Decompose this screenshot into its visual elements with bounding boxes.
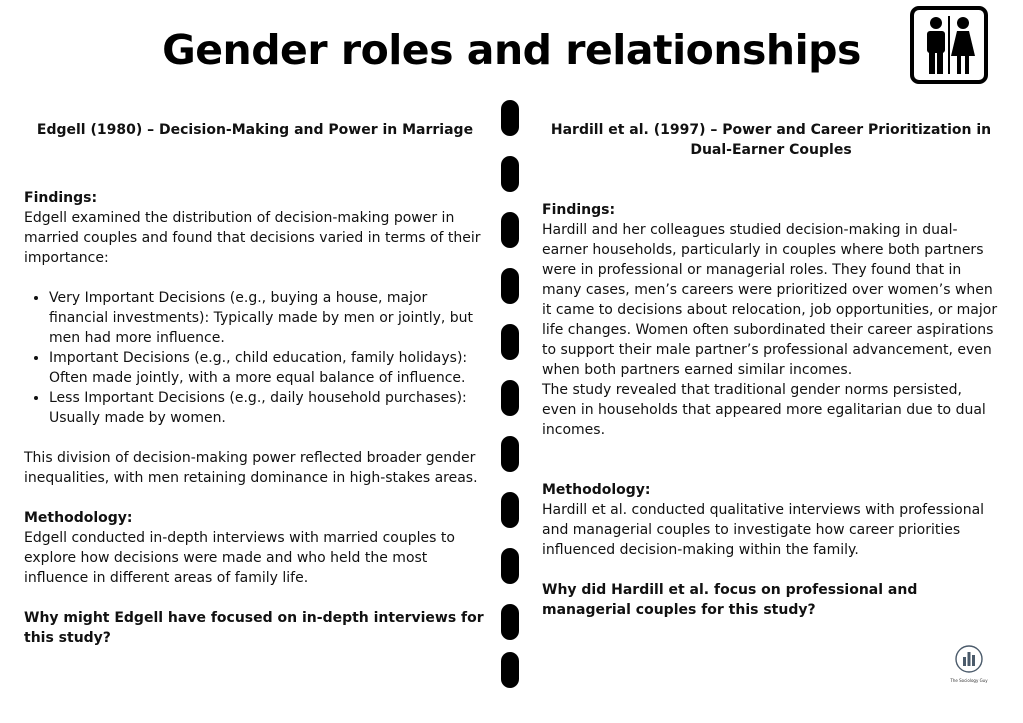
right-methodology-text: Hardill et al. conducted qualitative interviews with professional and managerial couples to investigate how career priorities influenced decision-making within the family. — [542, 502, 985, 558]
list-item: • Less Important Decisions (e.g., daily household purchases): Usually made by women. — [49, 388, 486, 428]
left-findings-intro: Edgell examined the distribution of decision-making power in married couples and found that decisions varied in terms of their importance: — [24, 210, 481, 266]
right-column — [542, 120, 1000, 620]
left-question: Why might Edgell have focused on in-depth interviews for this study? — [24, 610, 484, 646]
left-findings-label: Findings: — [24, 190, 98, 206]
right-question: Why did Hardill et al. focus on professional and managerial couples for this study? — [542, 582, 918, 618]
dashed-divider — [501, 100, 519, 690]
right-findings-label: Findings: — [542, 202, 616, 218]
logo-name: The Sociology Guy — [950, 678, 988, 683]
left-heading: Edgell (1980) – Decision-Making and Power in Marriage — [36, 122, 474, 138]
right-methodology-label: Methodology: — [542, 482, 651, 498]
page-title: Gender roles and relationships — [162, 26, 861, 74]
sociology-guy-logo — [944, 644, 994, 694]
left-column — [24, 120, 486, 648]
right-findings-text: Hardill and her colleagues studied decision-making in dual-earner households, particularly in couples where both partners were in professional or managerial roles. They found that in many cases, men’s careers were prioritized over women’s when it came to decisions about relocation, job opportunities, or major life changes. Women often subordinated their career aspirations to support their male partner’s professional advancement, even when both partners earned similar incomes. — [542, 222, 998, 378]
right-findings-text2: The study revealed that traditional gender norms persisted, even in households that appeared more egalitarian due to dual incomes. — [542, 382, 986, 438]
list-item: • Important Decisions (e.g., child education, family holidays): Often made jointly, with a more equal balance of influence. — [49, 348, 486, 388]
right-heading: Hardill et al. (1997) – Power and Career Prioritization in Dual-Earner Couples — [550, 122, 992, 158]
left-methodology-label: Methodology: — [24, 510, 133, 526]
list-item: • Very Important Decisions (e.g., buying a house, major financial investments): Typically made by men or jointly, but men had more influence. — [49, 288, 486, 348]
left-decision-list — [24, 288, 486, 428]
left-findings-conclusion: This division of decision-making power reflected broader gender inequalities, with men retaining dominance in high-stakes areas. — [24, 450, 478, 486]
restroom-man-woman-icon — [910, 6, 988, 84]
left-methodology-text: Edgell conducted in-depth interviews with married couples to explore how decisions were made and who held the most influence in different areas of family life. — [24, 530, 455, 586]
sociology-guy-logo-icon — [954, 644, 984, 674]
